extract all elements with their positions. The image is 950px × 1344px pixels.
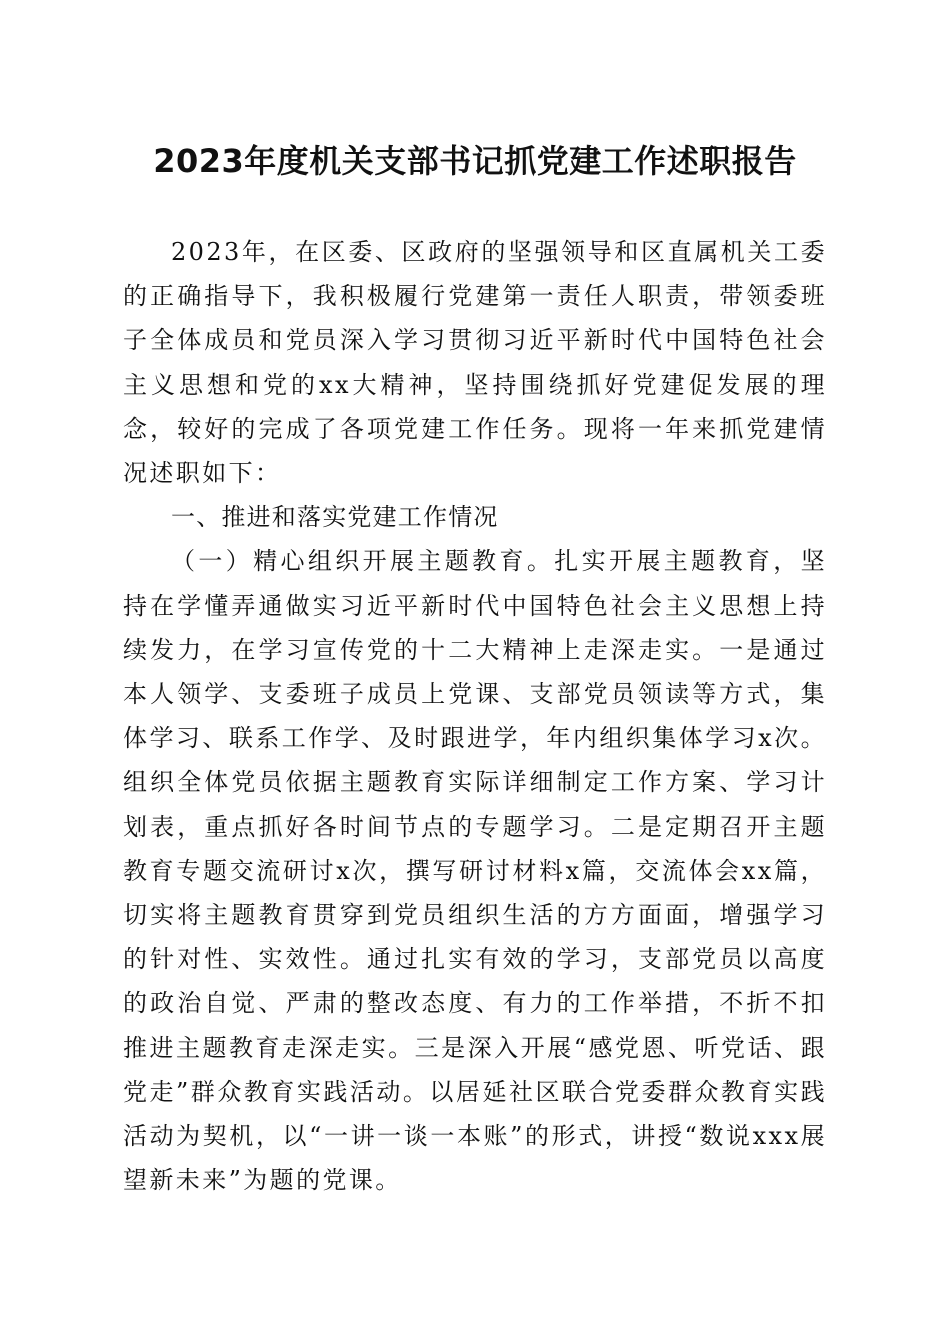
subsection-title: （一）精心组织开展主题教育。	[171, 547, 555, 576]
document-title: 2023年度机关支部书记抓党建工作述职报告	[153, 142, 797, 180]
intro-paragraph: 2023年，在区委、区政府的坚强领导和区直属机关工委的正确指导下，我积极履行党建第一责任人职责，带领委班子全体成员和党员深入学习贯彻习近平新时代中国特色社会主义思想和党的xx大精神，坚持围绕抓好党建促发展的理念，较好的完成了各项党建工作任务。现将一年来抓党建情况述职如下：	[123, 238, 827, 488]
section-heading: 一、推进和落实党建工作情况	[171, 503, 499, 532]
subsection-text: 扎实开展主题教育，坚持在学懂弄通做实习近平新时代中国特色社会主义思想上持续发力，在学习宣传党的十二大精神上走深走实。一是通过本人领学、支委班子成员上党课、支部党员领读等方式，集体学习、联系工作学、及时跟进学，年内组织集体学习x次。组织全体党员依据主题教育实际详细制定工作方案、学习计划表，重点抓好各时间节点的专题学习。二是定期召开主题教育专题交流研讨x次，撰写研讨材料x篇，交流体会xx篇，切实将主题教育贯穿到党员组织生活的方方面面，增强学习的针对性、实效性。通过扎实有效的学习，支部党员以高度的政治自觉、严肃的整改态度、有力的工作举措，不折不扣推进主题教育走深走实。三是深入开展“感党恩、听党话、跟党走”群众教育实践活动。以居延社区联合党委群众教育实践活动为契机，以“一讲一谈一本账”的形式，讲授“数说xxx展望新未来”为题的党课。	[123, 547, 827, 1195]
document-body	[123, 230, 827, 1202]
subsection-paragraph	[123, 539, 827, 1202]
